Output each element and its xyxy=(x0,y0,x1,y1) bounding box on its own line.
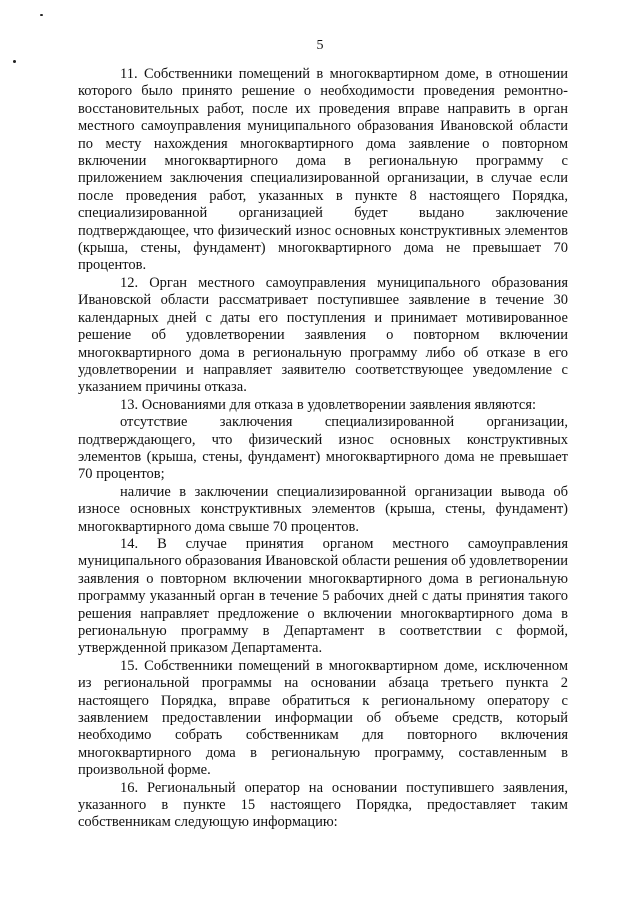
paragraph-11: 11. Собственники помещений в многоквартирном доме, в отношении которого было принято решение о необходимости проведения ремонтно-восстановительных работ, после их проведения вправе направить в орган местного самоуправления муниципального образования Ивановской области по месту нахождения многоквартирного дома заявление о повторном включении многоквартирного дома в региональную программу с приложением заключения специализированной организации, в случае если после проведения работ, указанных в пункте 8 настоящего Порядка, специализированной организацией будет выдано заключение подтверждающее, что физический износ основных конструктивных элементов (крыша, стены, фундамент) многоквартирного дома не превышает 70 процентов. xyxy=(78,66,568,274)
paragraph-16: 16. Региональный оператор на основании поступившего заявления, указанного в пункте 15 настоящего Порядка, предоставляет таким собственникам следующую информацию: xyxy=(78,779,568,831)
paragraph-12: 12. Орган местного самоуправления муниципального образования Ивановской области рассматривает поступившее заявление в течение 30 календарных дней с даты его поступления и принимает мотивированное решение об удовлетворении заявления о повторном включении многоквартирного дома в региональную программу либо об отказе в его удовлетворении и направляет заявителю соответствующее уведомление с указанием причины отказа. xyxy=(78,274,568,396)
paragraph-13: 13. Основаниями для отказа в удовлетворении заявления являются: xyxy=(120,396,537,413)
page-number: 5 xyxy=(316,38,324,53)
paragraph-13-item-1: отсутствие заключения специализированной организации, подтверждающего, что физический износ основных конструктивных элементов (крыша, стены, фундамент) многоквартирного дома не превышает 70 процентов; xyxy=(78,414,568,483)
scan-speck-top xyxy=(40,14,43,16)
scan-speck-left xyxy=(13,60,16,63)
paragraph-14: 14. В случае принятия органом местного самоуправления муниципального образования Ивановской области решения об удовлетворении заявления о повторном включении многоквартирного дома в региональную программу указанный орган в течение 5 рабочих дней с даты принятия такого решения направляет предложение о включении многоквартирного дома в региональную программу в Департамент в соответствии с формой, утвержденной приказом Департамента. xyxy=(78,535,568,657)
paragraph-15: 15. Собственники помещений в многоквартирном доме, исключенном из региональной программы на основании абзаца третьего пункта 2 настоящего Порядка, вправе обратиться к региональному оператору с заявлением предоставлении информации об объеме средств, который необходимо собрать собственникам для повторного включения многоквартирного дома в региональную программу, составленным в произвольной форме. xyxy=(78,657,568,779)
paragraph-13-item-2: наличие в заключении специализированной организации вывода об износе основных конструктивных элементов (крыша, стены, фундамент) многоквартирного дома свыше 70 процентов. xyxy=(78,483,568,535)
document-body xyxy=(78,66,568,832)
